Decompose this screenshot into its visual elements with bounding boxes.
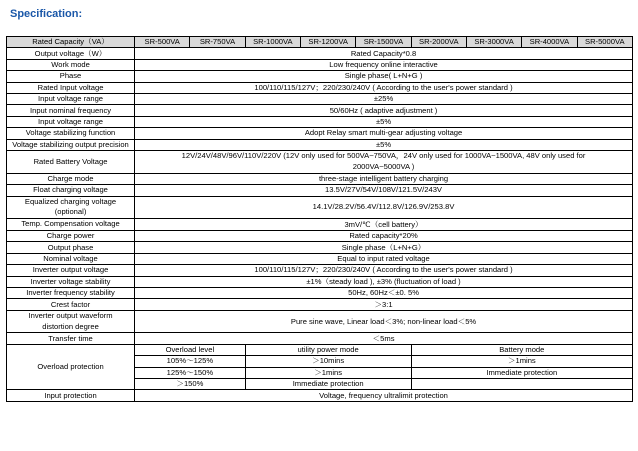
row-label: Voltage stabilizing output precision xyxy=(7,139,135,151)
model-cell: SR-3000VA xyxy=(466,37,521,48)
row-value: Voltage, frequency ultralimit protection xyxy=(135,390,633,401)
model-cell: SR-4000VA xyxy=(522,37,577,48)
row-label: Temp. Compensation voltage xyxy=(7,219,135,231)
table-row xyxy=(7,288,633,299)
specification-table xyxy=(6,36,633,402)
row-label: Input nominal frequency xyxy=(7,105,135,116)
model-cell: SR-2000VA xyxy=(411,37,466,48)
table-row xyxy=(7,71,633,82)
table-row xyxy=(7,139,633,151)
table-row xyxy=(7,59,633,70)
model-cell: SR-500VA xyxy=(135,37,190,48)
row-label: Rated Battery Voltage xyxy=(7,151,135,174)
row-label: Voltage stabilizing function xyxy=(7,128,135,139)
row-value: ±5% xyxy=(135,139,633,151)
model-cell: SR-5000VA xyxy=(577,37,632,48)
overload-cell: Immediate protection xyxy=(245,378,411,389)
row-value: Single phase（L+N+G） xyxy=(135,242,633,253)
row-value: 14.1V/28.2V/56.4V/112.8V/126.9V/253.8V xyxy=(135,196,633,219)
table-row xyxy=(7,93,633,104)
table-row xyxy=(7,310,633,333)
row-label: Inverter output waveform distortion degree xyxy=(7,310,135,333)
overload-cell: 105%～125% xyxy=(135,356,246,367)
overload-cell: ＞1mins xyxy=(245,367,411,378)
row-label: Input voltage range xyxy=(7,93,135,104)
row-label: Inverter output voltage xyxy=(7,265,135,276)
row-label: Work mode xyxy=(7,59,135,70)
table-row xyxy=(7,196,633,219)
overload-cell: Immediate protection xyxy=(411,367,632,378)
row-value: 3mV/℃（cell battery） xyxy=(135,219,633,231)
table-row xyxy=(7,48,633,59)
row-value: ±1%（steady load ), ±3% (fluctuation of load ) xyxy=(135,276,633,287)
row-value: ＜5ms xyxy=(135,333,633,344)
row-value: Pure sine wave, Linear load＜3%; non-linear load＜5% xyxy=(135,310,633,333)
table-row xyxy=(7,265,633,276)
overload-header: Battery mode xyxy=(411,344,632,355)
overload-cell-empty xyxy=(411,378,632,389)
model-cell: SR-1200VA xyxy=(301,37,356,48)
table-row xyxy=(7,105,633,116)
table-row xyxy=(7,333,633,344)
overload-label: Overload protection xyxy=(7,344,135,390)
row-value: Single phase( L+N+G ) xyxy=(135,71,633,82)
row-label: Rated Input voltage xyxy=(7,82,135,93)
table-row xyxy=(7,253,633,264)
row-label: Transfer time xyxy=(7,333,135,344)
row-value: 50/60Hz ( adaptive adjustment ) xyxy=(135,105,633,116)
overload-cell: ＞1mins xyxy=(411,356,632,367)
row-value: 13.5V/27V/54V/108V/121.5V/243V xyxy=(135,185,633,196)
row-value: 100/110/115/127V；220/230/240V ( According to the user's power standard ) xyxy=(135,82,633,93)
row-label: Equalized charging voltage (optional) xyxy=(7,196,135,219)
overload-cell: ＞10mins xyxy=(245,356,411,367)
row-value: ＞3:1 xyxy=(135,299,633,310)
header-label: Rated Capacity（VA） xyxy=(7,37,135,48)
row-value: 100/110/115/127V；220/230/240V ( According to the user's power standard ) xyxy=(135,265,633,276)
row-label: Charge power xyxy=(7,231,135,242)
row-label: Nominal voltage xyxy=(7,253,135,264)
table-row xyxy=(7,299,633,310)
overload-header: Overload level xyxy=(135,344,246,355)
table-row xyxy=(7,242,633,253)
page-title: Specification: xyxy=(10,8,83,20)
row-value: ±25% xyxy=(135,93,633,104)
row-label: Inverter voltage stability xyxy=(7,276,135,287)
row-label: Phase xyxy=(7,71,135,82)
table-row xyxy=(7,116,633,127)
overload-cell: ＞150% xyxy=(135,378,246,389)
model-cell: SR-1500VA xyxy=(356,37,411,48)
table-row xyxy=(7,151,633,174)
row-label: Output phase xyxy=(7,242,135,253)
table-row xyxy=(7,219,633,231)
row-value: 50Hz, 60Hz＜±0. 5% xyxy=(135,288,633,299)
row-value: Rated capacity*20% xyxy=(135,231,633,242)
row-value: Low frequency online interactive xyxy=(135,59,633,70)
row-label: Input protection xyxy=(7,390,135,401)
row-label: Charge mode xyxy=(7,173,135,184)
model-cell: SR-1000VA xyxy=(245,37,300,48)
table-row xyxy=(7,128,633,139)
overload-cell: 125%～150% xyxy=(135,367,246,378)
table-row xyxy=(7,276,633,287)
row-value: Rated Capacity*0.8 xyxy=(135,48,633,59)
row-label: Crest factor xyxy=(7,299,135,310)
row-label: Input voltage range xyxy=(7,116,135,127)
table-row xyxy=(7,173,633,184)
row-value: 12V/24V/48V/96V/110V/220V (12V only used for 500VA~750VA，24V only used for 1000VA~1500VA, 48V only used for 2000VA~5000VA ) xyxy=(135,151,633,174)
overload-header: utility power mode xyxy=(245,344,411,355)
row-value: three-stage intelligent battery charging xyxy=(135,173,633,184)
table-row xyxy=(7,82,633,93)
overload-header-row xyxy=(7,344,633,355)
table-row xyxy=(7,390,633,401)
row-label: Output voltage（W） xyxy=(7,48,135,59)
row-label: Inverter frequency stability xyxy=(7,288,135,299)
row-value: Equal to input rated voltage xyxy=(135,253,633,264)
row-value: ±5% xyxy=(135,116,633,127)
row-label: Float charging voltage xyxy=(7,185,135,196)
row-value: Adopt Relay smart multi-gear adjusting voltage xyxy=(135,128,633,139)
table-row xyxy=(7,185,633,196)
header-row xyxy=(7,37,633,48)
table-row xyxy=(7,231,633,242)
model-cell: SR-750VA xyxy=(190,37,245,48)
